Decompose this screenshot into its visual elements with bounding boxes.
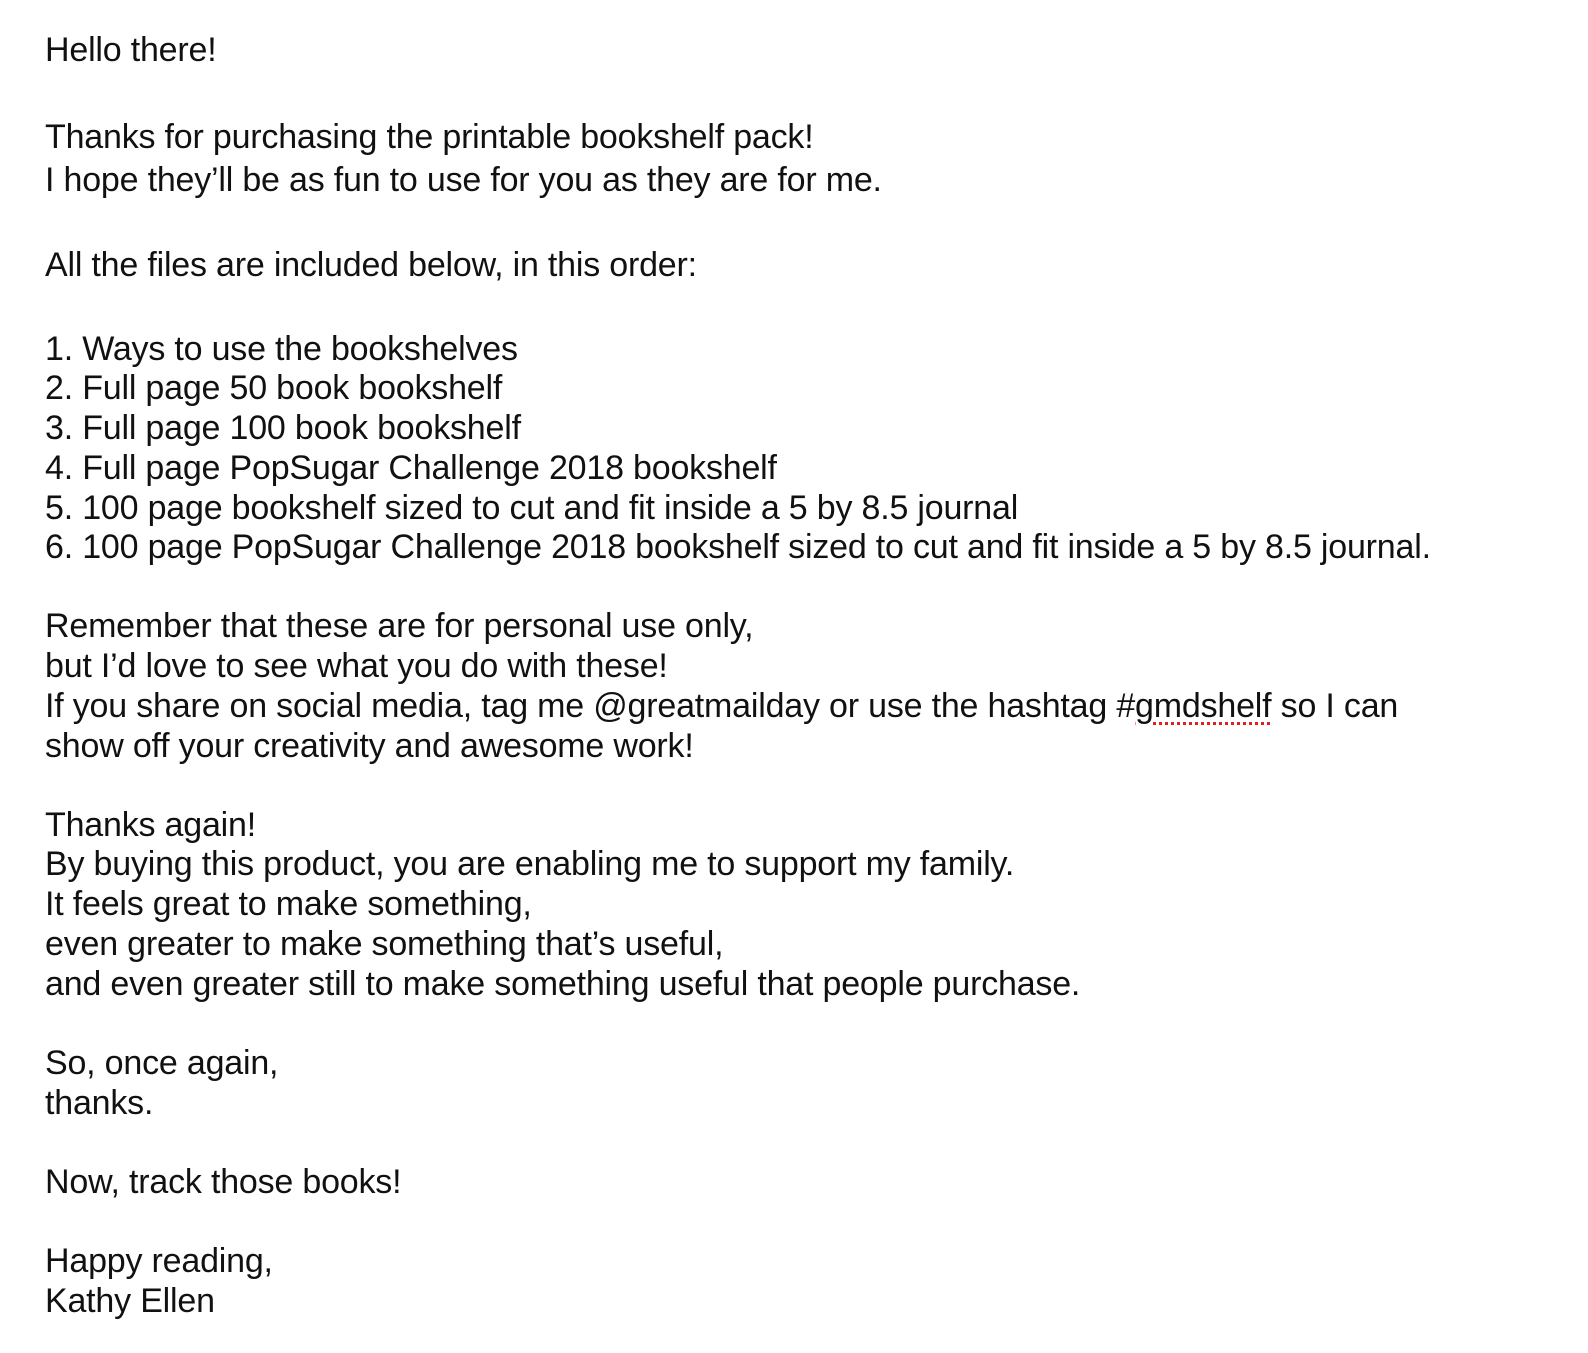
file-list-item: 3. Full page 100 book bookshelf <box>45 409 521 447</box>
signoff: Happy reading, <box>45 1242 273 1280</box>
closing-line-1: So, once again, <box>45 1044 279 1082</box>
file-list-item: 5. 100 page bookshelf sized to cut and fit inside a 5 by 8.5 journal <box>45 489 1019 527</box>
track-line: Now, track those books! <box>45 1163 402 1201</box>
thanks-line-3: It feels great to make something, <box>45 885 532 923</box>
thanks-line-1: Thanks again! <box>45 806 256 844</box>
files-heading: All the files are included below, in this order: <box>45 246 697 284</box>
usage-line-4: show off your creativity and awesome work! <box>45 727 694 765</box>
file-list-item: 2. Full page 50 book bookshelf <box>45 369 503 407</box>
usage-line-3-end: so I can <box>1271 687 1399 725</box>
file-list-item: 1. Ways to use the bookshelves <box>45 330 518 368</box>
closing-line-2: thanks. <box>45 1084 154 1122</box>
greeting: Hello there! <box>45 31 217 69</box>
usage-line-1: Remember that these are for personal use only, <box>45 607 754 645</box>
hashtag-misspelled[interactable]: gmdshelf <box>1135 687 1272 725</box>
signature: Kathy Ellen <box>45 1282 215 1320</box>
file-list-item: 6. 100 page PopSugar Challenge 2018 bookshelf sized to cut and fit inside a 5 by 8.5 journal. <box>45 528 1431 566</box>
file-list-item: 4. Full page PopSugar Challenge 2018 bookshelf <box>45 449 777 487</box>
usage-line-3 <box>45 686 1398 726</box>
thanks-line-5: and even greater still to make something useful that people purchase. <box>45 965 1081 1003</box>
intro-line-2: I hope they’ll be as fun to use for you as they are for me. <box>45 161 882 199</box>
usage-line-3-text: If you share on social media, tag me @greatmailday or use the hashtag # <box>45 687 1136 725</box>
thanks-line-4: even greater to make something that’s useful, <box>45 925 724 963</box>
usage-line-2: but I’d love to see what you do with these! <box>45 647 668 685</box>
intro-line-1: Thanks for purchasing the printable bookshelf pack! <box>45 118 814 156</box>
thanks-line-2: By buying this product, you are enabling me to support my family. <box>45 845 1015 883</box>
